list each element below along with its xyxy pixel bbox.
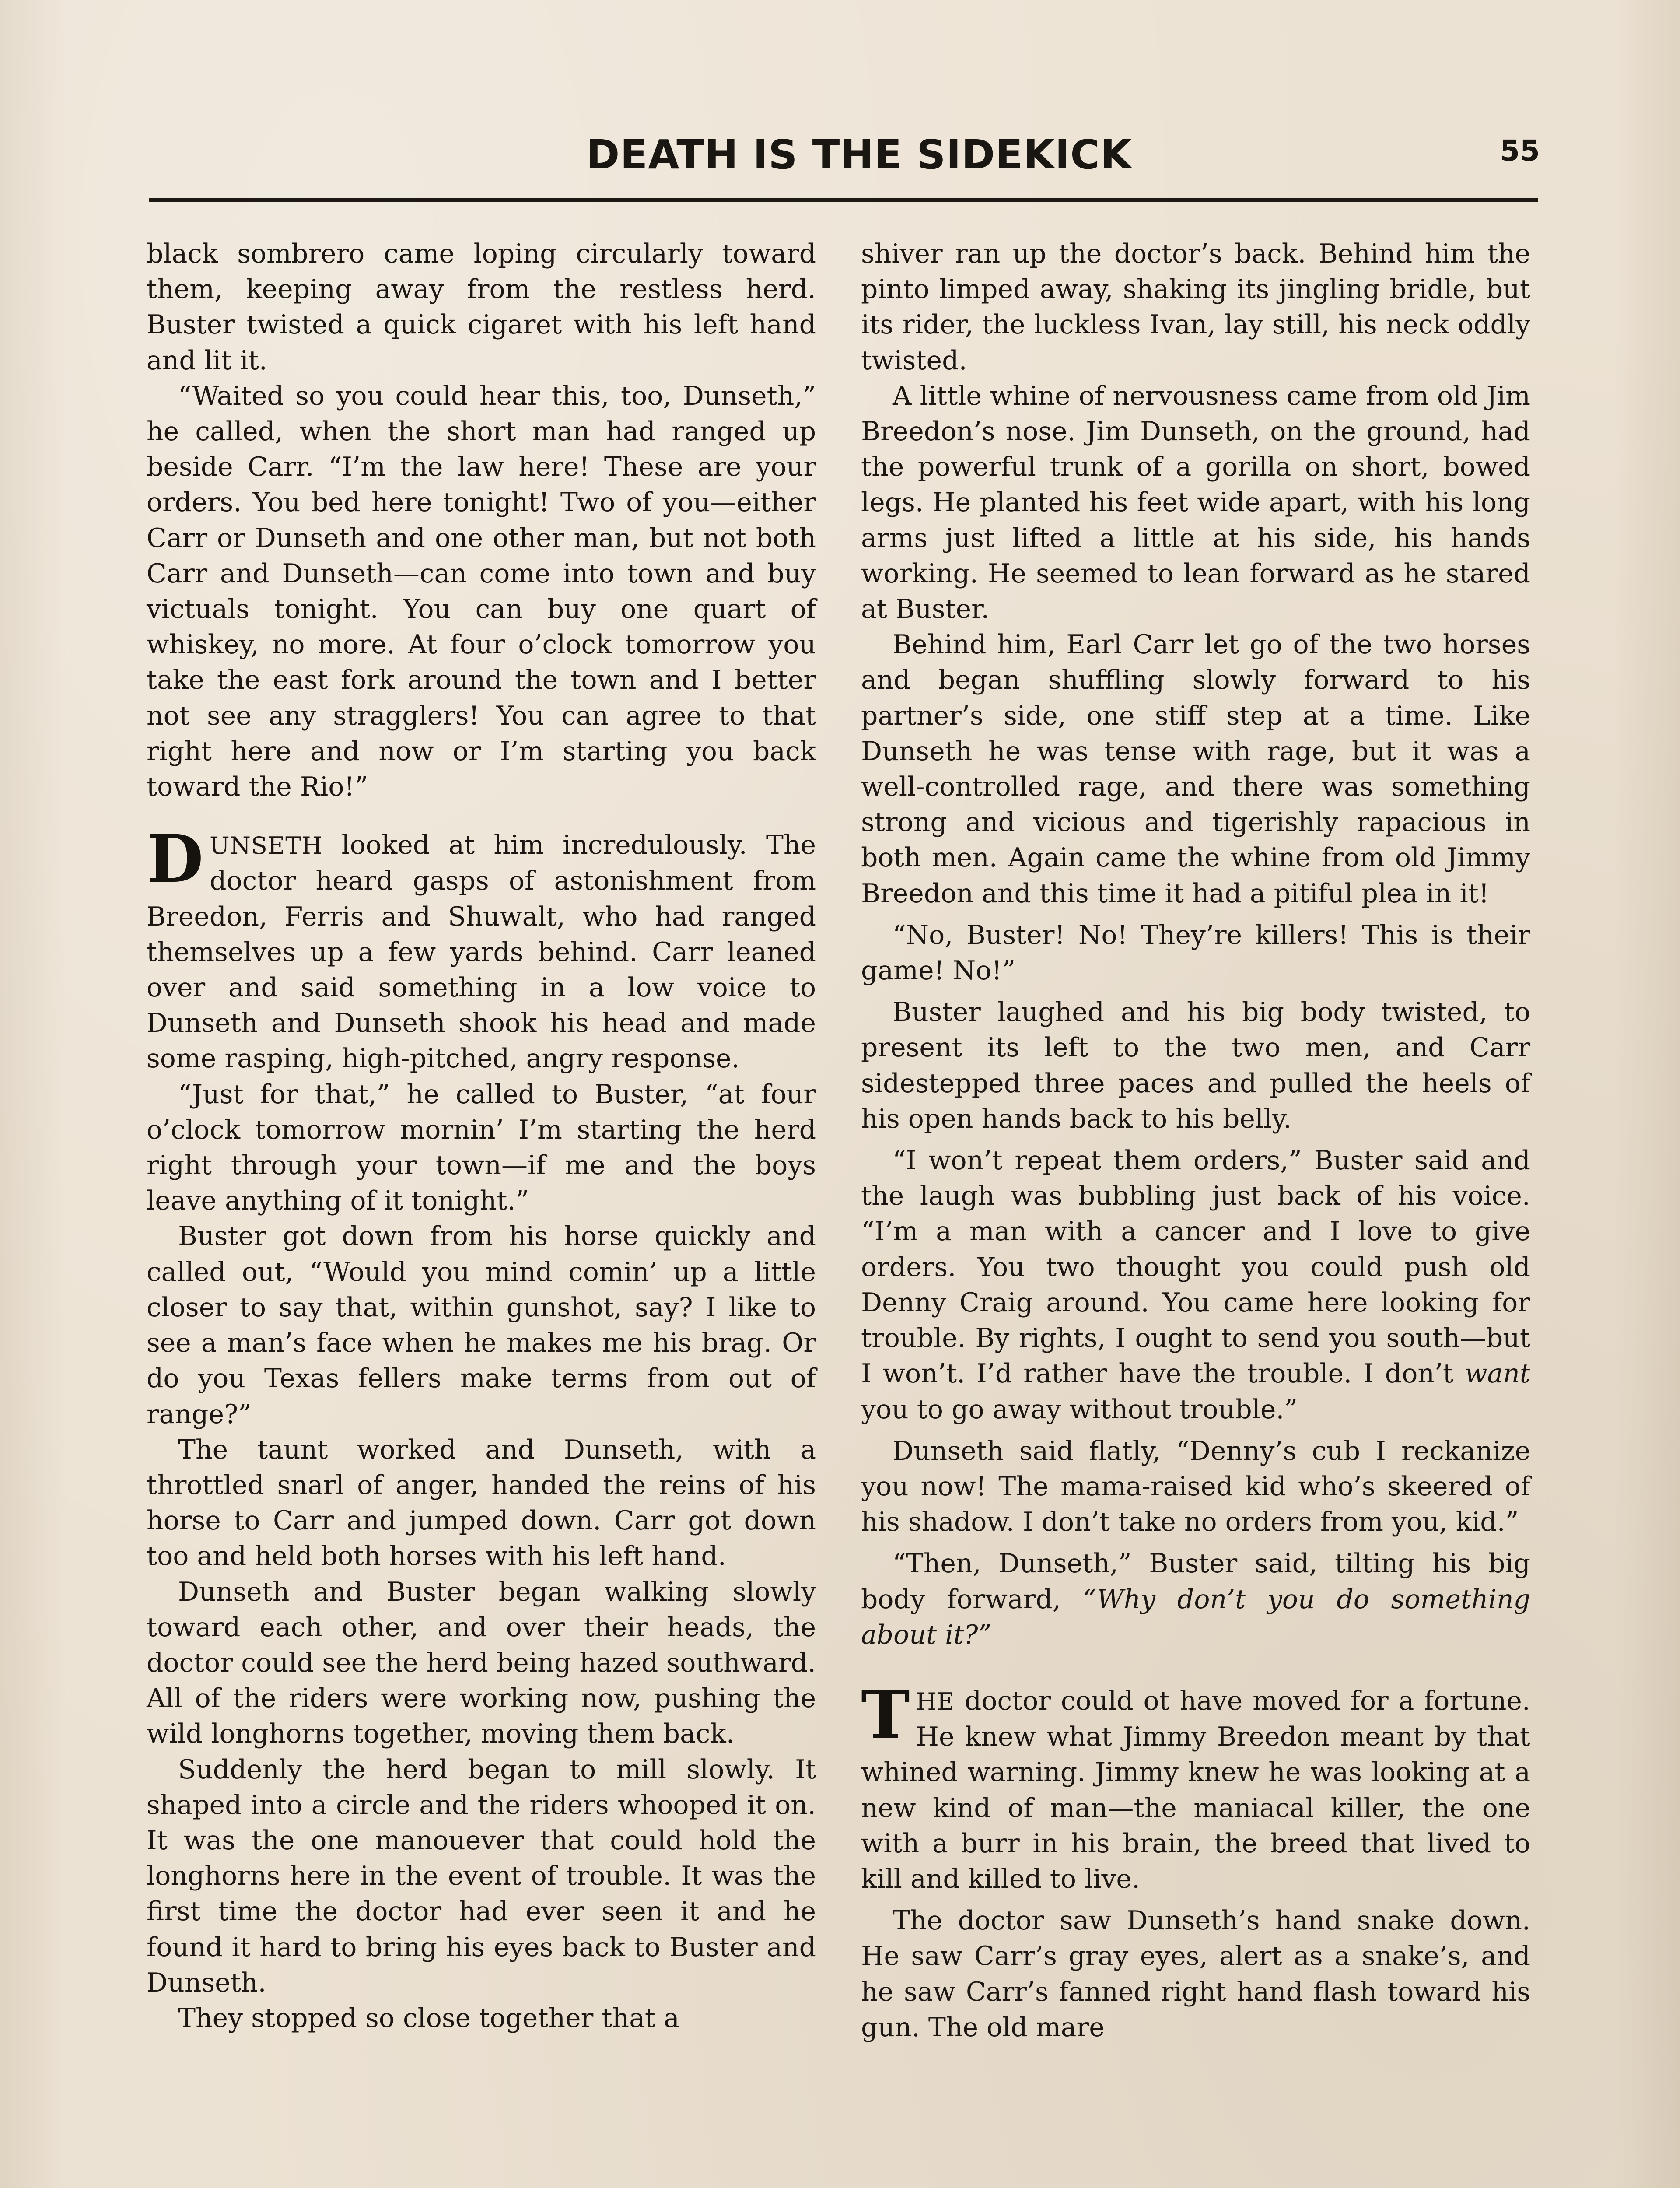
small-caps-word: UNSETH <box>210 832 323 860</box>
emphasis-text: want <box>1465 1358 1530 1389</box>
paragraph: Dunseth and Buster began walking slowly toward each other, and over their heads, the doctor could see the herd being hazed southward. All of the riders were working now, pushing the wild longhorns together, moving them back. <box>147 1576 816 1750</box>
paragraph: Dunseth said flatly, “Denny’s cub I reckanize you now! The mama-raised kid who’s skeered of his shadow. I don’t take no orders from you, kid.” <box>861 1435 1530 1538</box>
page-number: 55 <box>1500 134 1540 168</box>
paragraph-text: “Then, Dunseth,” Buster said, tilting his big body forward, <box>861 1548 1530 1615</box>
paragraph-text: “I won’t repeat them orders,” Buster said and the laugh was bubbling just back of his voice. “I’m a man with a cancer and I love to give orders. You two thought you could push old Denny Craig around. You came here looking for trouble. By rights, I ought to send you south—but I won’t. I’d rather have the trouble. I don’t <box>861 1145 1530 1389</box>
paragraph: “No, Buster! No! They’re killers! This is their game! No!” <box>861 919 1530 986</box>
emphasis-text: “Why don’t you do something about it?” <box>861 1584 1530 1650</box>
section-paragraph <box>861 1676 1530 1897</box>
drop-cap: D <box>147 820 204 898</box>
paragraph <box>861 1546 1530 1653</box>
paragraph: Behind him, Earl Carr let go of the two horses and began shuffling slowly forward to his partner’s side, one stiff step at a time. Like Dunseth he was tense with rage, but it was a well-controlled rage, and there was something strong and vicious and tigerishly rapacious in both men. Again came the whine from old Jimmy Breedon and this time it had a pitiful plea in it! <box>861 629 1530 909</box>
paragraph-text: you to go away without trouble.” <box>861 1394 1298 1425</box>
paragraph: A little whine of nervousness came from old Jim Breedon’s nose. Jim Dunseth, on the ground, had the powerful trunk of a gorilla on short, bowed legs. He planted his feet wide apart, with his long arms just lifted a little at his side, his hands working. He seemed to lean forward as he stared at Buster. <box>861 380 1530 625</box>
paragraph-text: looked at him incredulously. The doctor heard gasps of astonishment from Breedon, Ferris and Shuwalt, who had ranged themselves up a few yards behind. Carr leaned over and said something in a low voice to Dunseth and Dunseth shook his head and made some rasping, high-pitched, angry response. <box>147 830 816 1074</box>
paragraph-text: doctor could ot have moved for a fortune. He knew what Jimmy Breedon meant by that whined warning. Jimmy knew he was looking at a new kind of man—the maniacal killer, the one with a burr in his brain, the breed that lived to kill and killed to live. <box>861 1685 1530 1894</box>
small-caps-word: HE <box>916 1687 955 1715</box>
paragraph: shiver ran up the doctor’s back. Behind him the pinto limped away, shaking its jingling bridle, but its rider, the luckless Ivan, lay still, his neck oddly twisted. <box>861 238 1530 376</box>
paragraph: Buster got down from his horse quickly and called out, “Would you mind comin’ up a little closer to say that, within gunshot, say? I like to see a man’s face when he makes me his brag. Or do you Texas fellers make terms from out of range?” <box>147 1221 816 1430</box>
paragraph: The taunt worked and Dunseth, with a throttled snarl of anger, handed the reins of his horse to Carr and jumped down. Carr got down too and held both horses with his left hand. <box>147 1434 816 1572</box>
paragraph: Buster laughed and his big body twisted, to present its left to the two men, and Carr sidestepped three paces and pulled the heels of his open hands back to his belly. <box>861 997 1530 1134</box>
paragraph: “Just for that,” he called to Buster, “at four o’clock tomorrow mornin’ I’m starting the herd right through your town—if me and the boys leave anything of it tonight.” <box>147 1079 816 1217</box>
header-rule <box>149 198 1538 202</box>
paragraph: Suddenly the herd began to mill slowly. It shaped into a circle and the riders whooped it on. It was the one manouever that could hold the longhorns here in the event of trouble. It was the first time the doctor had ever seen it and he found it hard to bring his eyes back to Buster and Dunseth. <box>147 1754 816 1998</box>
paragraph: The doctor saw Dunseth’s hand snake down. He saw Carr’s gray eyes, alert as a snake’s, and he saw Carr’s fanned right hand flash toward his gun. The old mare <box>861 1905 1530 2043</box>
drop-cap: T <box>861 1676 910 1753</box>
right-column <box>861 236 1530 2045</box>
running-head-title: DEATH IS THE SIDEKICK <box>586 131 1132 178</box>
paragraph: They stopped so close together that a <box>178 2002 679 2034</box>
paragraph <box>861 1143 1530 1427</box>
left-column <box>147 236 816 2036</box>
section-paragraph <box>147 820 816 1076</box>
paragraph: black sombrero came loping circularly toward them, keeping away from the restless herd. Buster twisted a quick cigaret with his left hand and lit it. <box>147 238 816 376</box>
paragraph: “Waited so you could hear this, too, Dunseth,” he called, when the short man had ranged up beside Carr. “I’m the law here! These are your orders. You bed here tonight! Two of you—either Carr or Dunseth and one other man, but not both Carr and Dunseth—can come into town and buy victuals tonight. You can buy one quart of whiskey, no more. At four o’clock tomorrow you take the east fork around the town and I better not see any stragglers! You can agree to that right here and now or I’m starting you back toward the Rio!” <box>147 380 816 803</box>
